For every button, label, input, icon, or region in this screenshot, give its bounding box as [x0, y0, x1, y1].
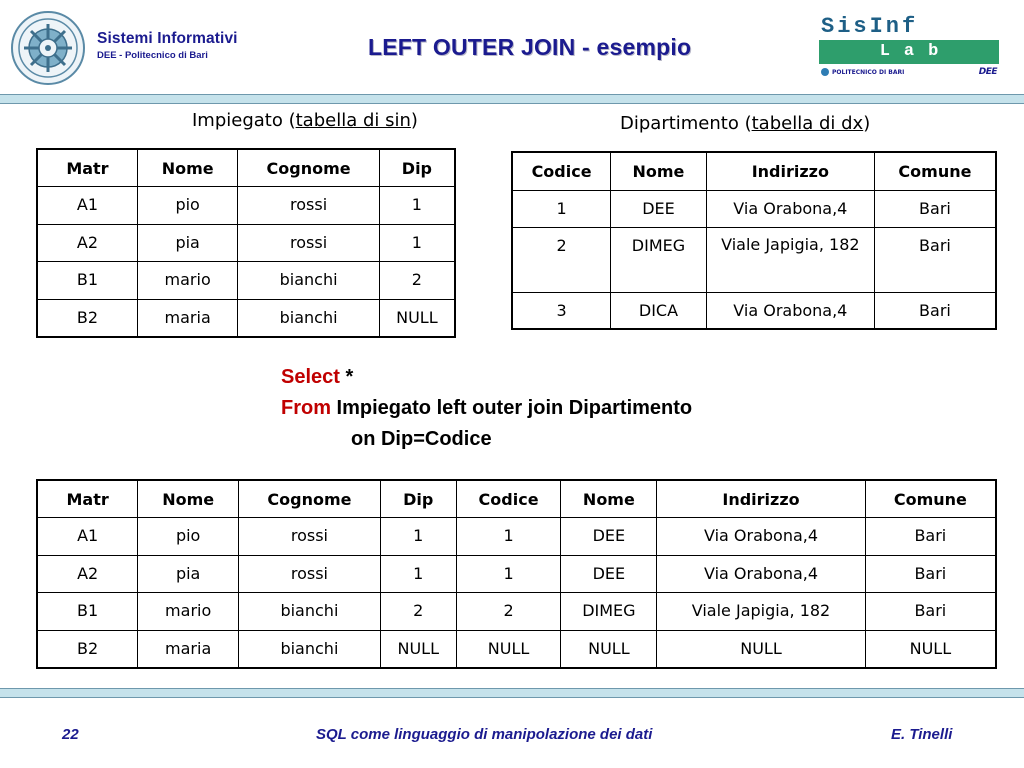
- table-cell: bianchi: [239, 593, 381, 631]
- table-cell: A2: [37, 555, 138, 593]
- table-row: [512, 227, 996, 292]
- table-cell: 2: [512, 227, 611, 292]
- dipartimento-caption: [620, 113, 870, 134]
- table-cell: 1: [380, 518, 456, 556]
- table-cell: A1: [37, 518, 138, 556]
- table-header-row: [512, 152, 996, 190]
- dipartimento-table: [511, 151, 997, 330]
- table-cell: DEE: [561, 518, 657, 556]
- table-cell: A2: [37, 224, 137, 262]
- header-cell: Dip: [379, 149, 455, 187]
- table-cell: Via Orabona,4: [657, 555, 865, 593]
- table-cell: pia: [137, 224, 238, 262]
- table-cell: pio: [137, 187, 238, 225]
- header-cell: Cognome: [238, 149, 379, 187]
- table-cell: NULL: [380, 630, 456, 668]
- sisinf-logo-text: SisInf: [821, 14, 919, 39]
- table-cell: DEE: [611, 190, 707, 227]
- table-cell: B2: [37, 299, 137, 337]
- table-cell: NULL: [379, 299, 455, 337]
- table-cell: 2: [380, 593, 456, 631]
- table-cell: rossi: [238, 224, 379, 262]
- header-cell: Cognome: [239, 480, 381, 518]
- table-cell: B1: [37, 593, 138, 631]
- brand-subtitle: DEE - Politecnico di Bari: [97, 50, 208, 61]
- table-cell: 2: [379, 262, 455, 300]
- table-cell: A1: [37, 187, 137, 225]
- table-cell: DIMEG: [611, 227, 707, 292]
- table-cell: 1: [379, 224, 455, 262]
- table-cell: rossi: [239, 555, 381, 593]
- header-cell: Indirizzo: [706, 152, 874, 190]
- table-row: [37, 262, 455, 300]
- footer-author: E. Tinelli: [891, 726, 953, 743]
- header-cell: Codice: [456, 480, 561, 518]
- table-cell: Via Orabona,4: [706, 190, 874, 227]
- table-row: [37, 224, 455, 262]
- table-cell: 1: [456, 518, 561, 556]
- header-cell: Comune: [874, 152, 996, 190]
- table-cell: NULL: [657, 630, 865, 668]
- header-cell: Matr: [37, 149, 137, 187]
- header-cell: Indirizzo: [657, 480, 865, 518]
- table-cell: 1: [512, 190, 611, 227]
- table-cell: Viale Japigia, 182: [706, 227, 874, 292]
- table-cell: 3: [512, 292, 611, 329]
- impiegato-caption-suffix: ): [410, 110, 418, 131]
- table-cell: mario: [137, 262, 238, 300]
- dipartimento-caption-prefix: Dipartimento (: [620, 113, 752, 134]
- table-cell: mario: [138, 593, 239, 631]
- header-cell: Nome: [561, 480, 657, 518]
- header-cell: Nome: [137, 149, 238, 187]
- table-cell: DEE: [561, 555, 657, 593]
- sql-query: [281, 362, 692, 455]
- header-cell: Comune: [865, 480, 996, 518]
- table-cell: 1: [379, 187, 455, 225]
- table-cell: maria: [137, 299, 238, 337]
- table-cell: 2: [456, 593, 561, 631]
- result-table: [36, 479, 997, 669]
- table-cell: rossi: [239, 518, 381, 556]
- table-row: [37, 299, 455, 337]
- table-cell: Bari: [865, 518, 996, 556]
- table-row: [37, 187, 455, 225]
- dipartimento-caption-suffix: ): [863, 113, 871, 134]
- table-cell: maria: [138, 630, 239, 668]
- table-header-row: [37, 149, 455, 187]
- table-row: [37, 630, 996, 668]
- table-cell: pia: [138, 555, 239, 593]
- impiegato-caption: [192, 110, 418, 131]
- header-cell: Dip: [380, 480, 456, 518]
- impiegato-table: [36, 148, 456, 338]
- tabella-dx-text: tabella di dx: [751, 113, 864, 134]
- table-cell: Bari: [874, 190, 996, 227]
- dee-logo-text: DEE: [978, 67, 997, 77]
- table-cell: B2: [37, 630, 138, 668]
- table-cell: 1: [456, 555, 561, 593]
- table-cell: Bari: [865, 555, 996, 593]
- lab-logo-text: Lab: [819, 40, 999, 64]
- table-cell: NULL: [865, 630, 996, 668]
- table-cell: pio: [138, 518, 239, 556]
- sisinf-lab-logo: [819, 13, 999, 83]
- header-cell: Nome: [611, 152, 707, 190]
- brand-name: Sistemi Informativi: [97, 30, 238, 47]
- table-cell: bianchi: [239, 630, 381, 668]
- from-keyword: From: [281, 397, 331, 419]
- table-cell: Bari: [865, 593, 996, 631]
- politecnico-seal-logo: [10, 10, 86, 86]
- footer-title: SQL come linguaggio di manipolazione dei dati: [316, 726, 653, 743]
- header-cell: Matr: [37, 480, 138, 518]
- table-cell: DICA: [611, 292, 707, 329]
- on-clause: on Dip=Codice: [351, 428, 492, 450]
- table-cell: DIMEG: [561, 593, 657, 631]
- header-cell: Codice: [512, 152, 611, 190]
- table-cell: rossi: [238, 187, 379, 225]
- table-cell: Viale Japigia, 182: [657, 593, 865, 631]
- table-cell: bianchi: [238, 262, 379, 300]
- from-rest: Impiegato left outer join Dipartimento: [331, 397, 693, 419]
- table-cell: bianchi: [238, 299, 379, 337]
- footer-divider-bar: [0, 688, 1024, 698]
- table-cell: B1: [37, 262, 137, 300]
- table-cell: Bari: [874, 292, 996, 329]
- impiegato-caption-prefix: Impiegato (: [192, 110, 296, 131]
- politecnico-logo-text: POLITECNICO DI BARI: [832, 68, 905, 76]
- table-header-row: [37, 480, 996, 518]
- brand-block: [97, 30, 238, 61]
- table-cell: NULL: [561, 630, 657, 668]
- tabella-sin-text: tabella di sin: [295, 110, 411, 131]
- table-row: [512, 292, 996, 329]
- slide-title: LEFT OUTER JOIN - esempio: [368, 34, 692, 60]
- table-cell: Via Orabona,4: [706, 292, 874, 329]
- table-cell: Bari: [874, 227, 996, 292]
- select-rest: *: [339, 366, 354, 388]
- select-keyword: Select: [281, 366, 340, 388]
- header-divider-bar: [0, 94, 1024, 104]
- politecnico-dot-icon: [821, 68, 829, 76]
- header-cell: Nome: [138, 480, 239, 518]
- table-row: [37, 518, 996, 556]
- table-row: [512, 190, 996, 227]
- table-cell: Via Orabona,4: [657, 518, 865, 556]
- table-cell: 1: [380, 555, 456, 593]
- table-row: [37, 593, 996, 631]
- table-cell: NULL: [456, 630, 561, 668]
- table-row: [37, 555, 996, 593]
- page-number: 22: [62, 726, 79, 743]
